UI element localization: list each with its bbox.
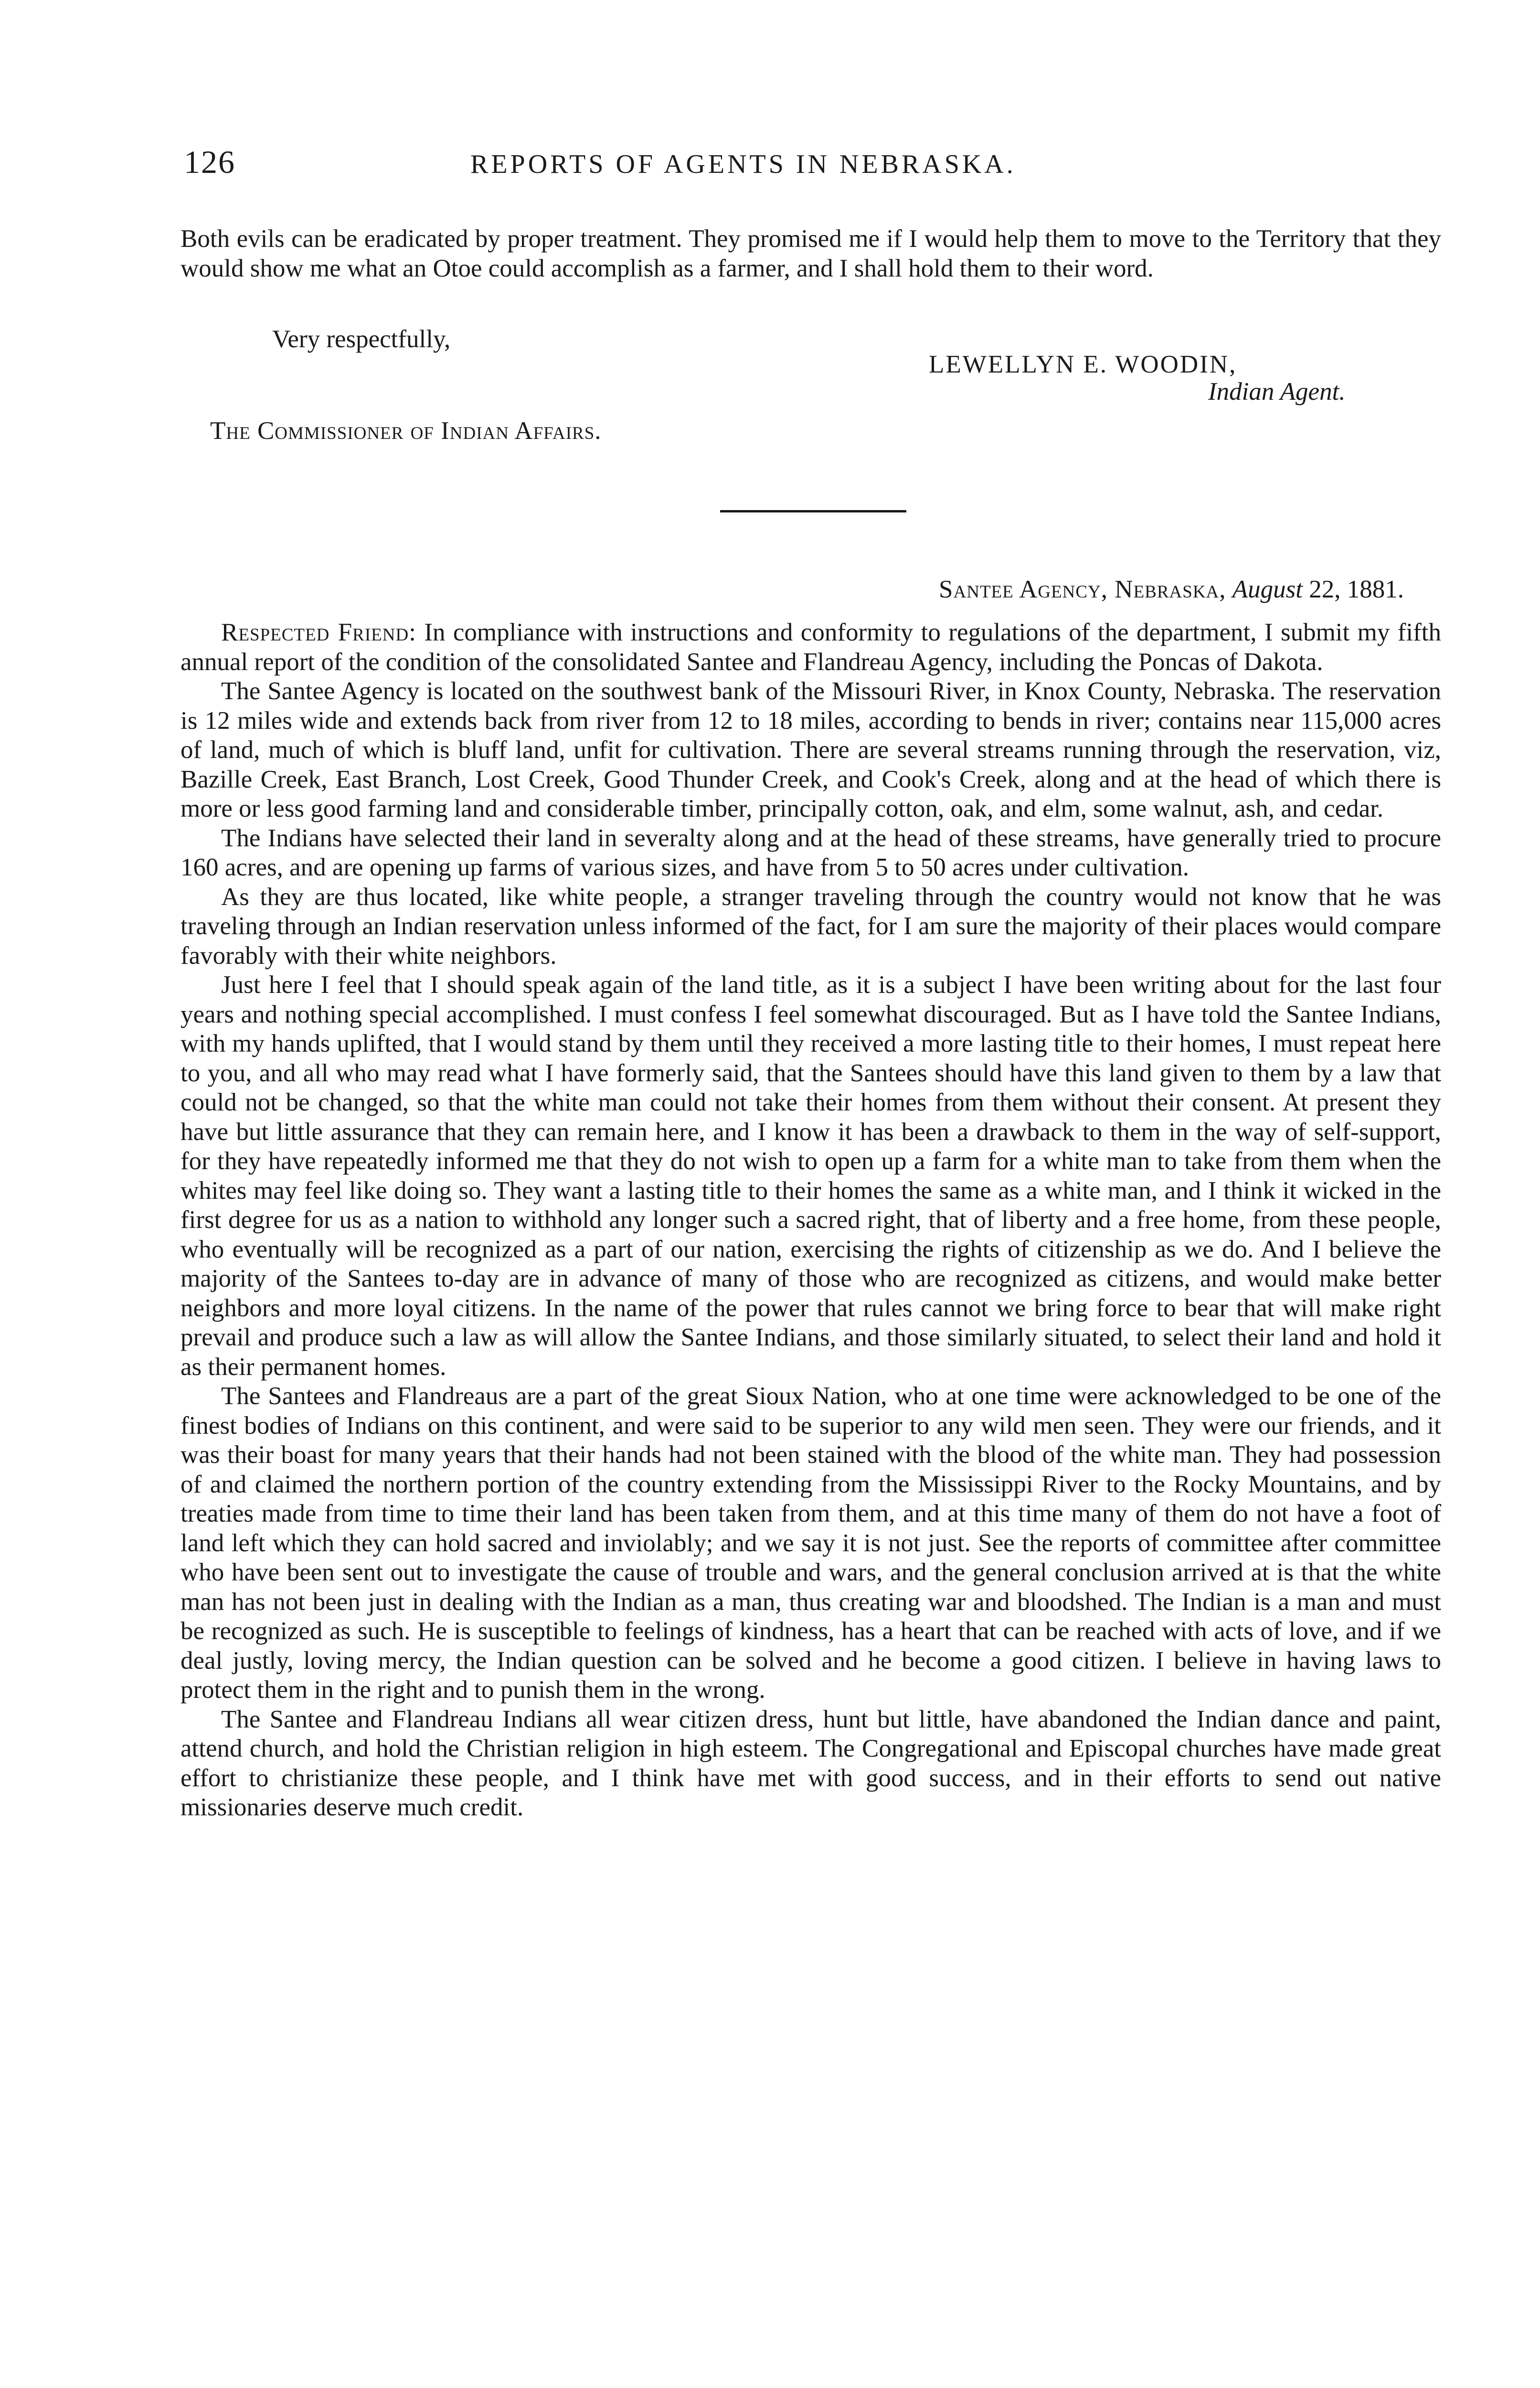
- dateline-place: Santee Agency, Nebraska,: [939, 576, 1226, 603]
- report-body: [181, 618, 1441, 1823]
- section-divider: [720, 510, 906, 512]
- report-paragraph: The Santee and Flandreau Indians all wear citizen dress, hunt but little, have abandoned the Indian dance and paint, attend church, and hold the Christian religion in high esteem. The Congregational and Episcopal churches have made great effort to christianize these people, and I think have met with good success, and in their efforts to send out native missionaries deserve much credit.: [181, 1705, 1441, 1821]
- dateline-day-year: 22, 1881.: [1309, 576, 1404, 603]
- report-paragraph: The Indians have selected their land in severalty along and at the head of these streams, have generally tried to procure 160 acres, and are opening up farms of various sizes, and have from 5 to 50 acres under cultivation.: [181, 824, 1441, 881]
- signer-title: Indian Agent.: [1208, 378, 1346, 405]
- report-dateline: [939, 575, 1404, 604]
- report-paragraph-text: In compliance with instructions and conformity to regulations of the department, I submit my fifth annual report of the condition of the consolidated Santee and Flandreau Agency, including the Poncas of Dakota.: [181, 618, 1441, 676]
- letter-addressee: The Commissioner of Indian Affairs.: [210, 417, 602, 445]
- letter-closing: Very respectfully,: [272, 325, 451, 353]
- report-paragraph: [181, 618, 1441, 677]
- report-salutation: Respected Friend:: [221, 618, 416, 646]
- letter-ending-paragraph: Both evils can be eradicated by proper treatment. They promised me if I would help them to move to the Territory that they would show me what an Otoe could accomplish as a farmer, and I shall hold them to their word.: [181, 225, 1441, 282]
- dateline-month: August: [1232, 576, 1303, 603]
- page-header: [184, 143, 1404, 181]
- page-number: 126: [184, 144, 235, 180]
- letter-ending-paragraph-block: [181, 224, 1441, 283]
- running-head: REPORTS OF AGENTS IN NEBRASKA.: [470, 149, 1016, 179]
- report-paragraph: The Santees and Flandreaus are a part of the great Sioux Nation, who at one time were acknowledged to be one of the finest bodies of Indians on this continent, and were said to be superior to any wild men seen. They were our friends, and it was their boast for many years that their hands had not been stained with the blood of the white man. They had possession of and claimed the northern portion of the country extending from the Mississippi River to the Rocky Mountains, and by treaties made from time to time their land has been taken from them, and at this time many of them do not have a foot of land left which they can hold sacred and inviolably; and we say it is not just. See the reports of committee after committee who have been sent out to investigate the cause of trouble and wars, and the general conclusion arrived at is that the white man has not been just in dealing with the Indian as a man, thus creating war and bloodshed. The Indian is a man and must be recognized as such. He is susceptible to feelings of kindness, has a heart that can be reached with acts of love, and if we deal justly, loving mercy, the Indian question can be solved and he become a good citizen. I believe in having laws to protect them in the right and to punish them in the wrong.: [181, 1382, 1441, 1704]
- report-paragraph: As they are thus located, like white people, a stranger traveling through the country would not know that he was traveling through an Indian reservation unless informed of the fact, for I am sure the majority of their places would compare favorably with their white neighbors.: [181, 883, 1441, 970]
- letter-signature: LEWELLYN E. WOODIN,: [929, 351, 1237, 378]
- report-paragraph: The Santee Agency is located on the southwest bank of the Missouri River, in Knox County, Nebraska. The reservation is 12 miles wide and extends back from river from 12 to 18 miles, according to bends in river; contains near 115,000 acres of land, much of which is bluff land, unfit for cultivation. There are several streams running through the reservation, viz, Bazille Creek, East Branch, Lost Creek, Good Thunder Creek, and Cook's Creek, along and at the head of which there is more or less good farming land and considerable timber, principally cotton, oak, and elm, some walnut, ash, and cedar.: [181, 677, 1441, 822]
- report-paragraph: Just here I feel that I should speak again of the land title, as it is a subject I have been writing about for the last four years and nothing special accomplished. I must confess I feel somewhat discouraged. But as I have told the Santee Indians, with my hands uplifted, that I would stand by them until they received a more lasting title to their homes, I must repeat here to you, and all who may read what I have formerly said, that the Santees should have this land given to them by a law that could not be changed, so that the white man could not take their homes from them without their consent. At present they have but little assurance that they can remain here, and I know it has been a drawback to them in the way of self-support, for they have repeatedly informed me that they do not wish to open up a farm for a white man to take from them when the whites may feel like doing so. They want a lasting title to their homes the same as a white man, and I think it wicked in the first degree for us as a nation to withhold any longer such a sacred right, that of liberty and a free home, from these people, who eventually will be recognized as a part of our nation, exercising the rights of citizenship as we do. And I believe the majority of the Santees to-day are in advance of many of those who are recognized as citizens, and would make better neighbors and more loyal citizens. In the name of the power that rules cannot we bring force to bear that will make right prevail and produce such a law as will allow the Santee Indians, and those similarly situated, to select their land and hold it as their permanent homes.: [181, 971, 1441, 1381]
